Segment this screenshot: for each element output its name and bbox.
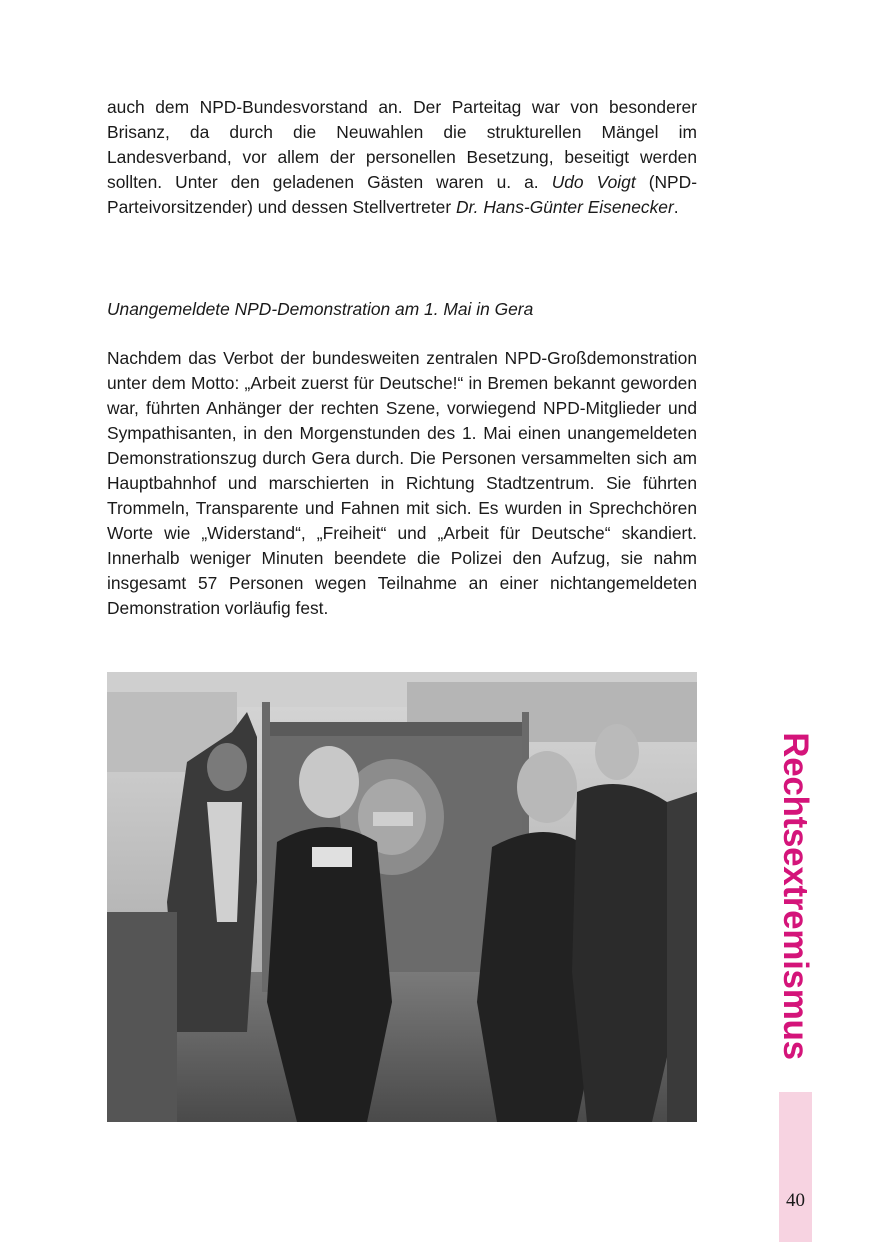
page-number: 40 bbox=[786, 1190, 805, 1211]
demonstration-photo bbox=[107, 672, 697, 1122]
section-title-text: Rechtsextremismus bbox=[776, 731, 815, 1060]
person-name: Udo Voigt bbox=[551, 172, 636, 192]
paragraph-text: . bbox=[673, 197, 679, 217]
section-heading: Unangemeldete NPD-Demonstration am 1. Mai in Gera bbox=[107, 299, 534, 319]
paragraph-intro bbox=[107, 95, 697, 220]
paragraph-text: auch dem NPD-Bundesvorstand an. Der Parteitag war von besonderer Brisanz, da durch die Neuwahlen die strukturellen Mängel im Landesverband, vor allem der personellen Besetzung, beseitigt werden sollten. Unter den geladenen Gästen waren u. a. bbox=[107, 97, 697, 192]
paragraph-demonstration: Nachdem das Verbot der bundesweiten zentralen NPD-Großdemonstration unter dem Motto: „Arbeit zuerst für Deutsche!“ in Bremen bekannt geworden war, führten Anhänger der rechten Szene, vorwiegend NPD-Mitglieder und Sympathisanten, in den Morgenstunden des 1. Mai einen unangemeldeten Demonstrationszug durch Gera durch. Die Personen versammelten sich am Hauptbahnhof und marschierten in Richtung Stadtzentrum. Sie führten Trommeln, Transparente und Fahnen mit sich. Es wurden in Sprechchören Worte wie „Widerstand“, „Freiheit“ und „Arbeit für Deutsche“ skandiert. Innerhalb weniger Minuten beendete die Polizei den Aufzug, sie nahm insgesamt 57 Personen wegen Teilnahme an einer nichtangemeldeten Demonstration vorläufig fest. bbox=[107, 348, 697, 618]
person-name: Dr. Hans-Günter Eisenecker bbox=[455, 197, 674, 217]
section-title-vertical bbox=[772, 731, 818, 1060]
paragraph-text: (NPD-Parteivorsitzender) und dessen Stellvertreter bbox=[107, 172, 698, 217]
page-tab bbox=[779, 1092, 812, 1242]
